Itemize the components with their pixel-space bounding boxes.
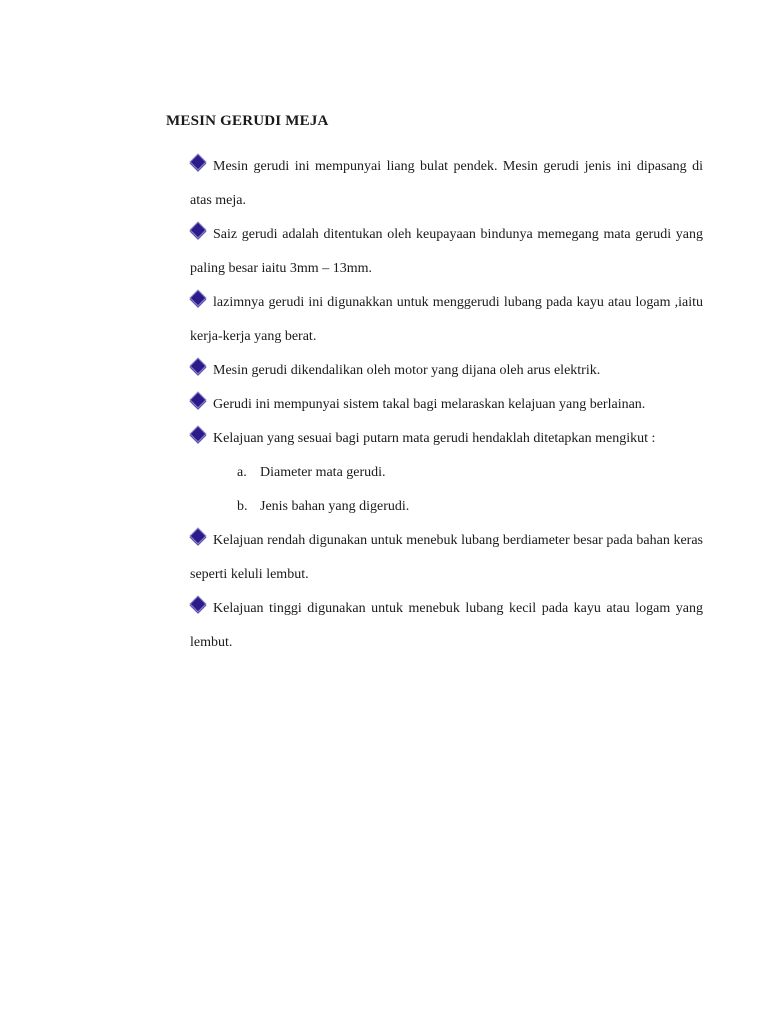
- document-title: MESIN GERUDI MEJA: [166, 113, 329, 129]
- bullet-point: [190, 524, 703, 592]
- bullet-point: [190, 150, 703, 218]
- diamond-bullet-icon: [190, 528, 207, 545]
- bullet-point: [190, 388, 703, 422]
- bullet-text: Mesin gerudi ini mempunyai liang bulat pendek. Mesin gerudi jenis ini dipasang di atas meja.: [190, 159, 703, 208]
- diamond-bullet-icon: [190, 596, 207, 613]
- diamond-bullet-icon: [190, 222, 207, 239]
- diamond-bullet-icon: [190, 392, 207, 409]
- sub-list-marker: a.: [237, 465, 247, 480]
- bullet-text: Kelajuan tinggi digunakan untuk menebuk lubang kecil pada kayu atau logam yang lembut.: [190, 601, 703, 650]
- diamond-bullet-icon: [190, 154, 207, 171]
- bullet-text: Saiz gerudi adalah ditentukan oleh keupayaan bindunya memegang mata gerudi yang paling besar iaitu 3mm – 13mm.: [190, 227, 703, 276]
- diamond-bullet-icon: [190, 358, 207, 375]
- sub-list-text: Diameter mata gerudi.: [260, 465, 386, 480]
- bullet-text: Kelajuan yang sesuai bagi putarn mata gerudi hendaklah ditetapkan mengikut :: [213, 431, 656, 446]
- bullet-point: [190, 218, 703, 286]
- bullet-point: [190, 286, 703, 354]
- document-body: [190, 150, 703, 660]
- bullet-point: [190, 354, 703, 388]
- sub-list-text: Jenis bahan yang digerudi.: [260, 499, 410, 514]
- diamond-bullet-icon: [190, 426, 207, 443]
- sub-list-marker: b.: [237, 499, 248, 514]
- bullet-text: lazimnya gerudi ini digunakkan untuk menggerudi lubang pada kayu atau logam ,iaitu kerja-kerja yang berat.: [190, 295, 703, 344]
- bullet-text: Gerudi ini mempunyai sistem takal bagi melaraskan kelajuan yang berlainan.: [213, 397, 646, 412]
- bullet-point: [190, 592, 703, 660]
- sub-list-item: [190, 456, 703, 490]
- diamond-bullet-icon: [190, 290, 207, 307]
- bullet-point: [190, 422, 703, 456]
- bullet-text: Mesin gerudi dikendalikan oleh motor yang dijana oleh arus elektrik.: [213, 363, 601, 378]
- sub-list-item: [190, 490, 703, 524]
- bullet-text: Kelajuan rendah digunakan untuk menebuk lubang berdiameter besar pada bahan keras seperti keluli lembut.: [190, 533, 703, 582]
